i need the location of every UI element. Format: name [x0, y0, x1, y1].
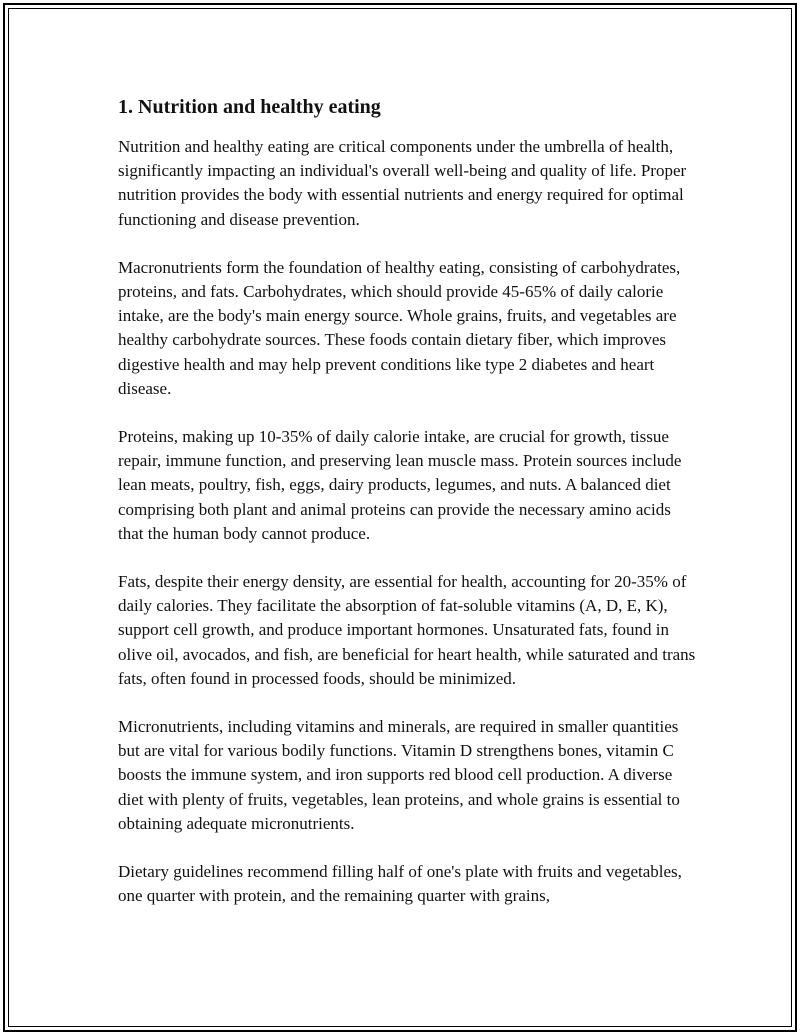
paragraph-micronutrients: Micronutrients, including vitamins and minerals, are required in smaller quantities but are vital for various bodily functions. Vitamin D strengthens bones, vitamin C boosts the immune system, and iron supports red blood cell production. A diverse diet with plenty of fruits, vegetables, lean proteins, and whole grains is essential to obtaining adequate micronutrients. — [118, 717, 680, 833]
paragraph-macronutrients: Macronutrients form the foundation of healthy eating, consisting of carbohydrates, proteins, and fats. Carbohydrates, which should provide 45-65% of daily calorie intake, are the body's main energy source. Whole grains, fruits, and vegetables are healthy carbohydrate sources. These foods contain dietary fiber, which improves digestive health and may help prevent conditions like type 2 diabetes and heart disease. — [118, 257, 681, 398]
paragraph-proteins: Proteins, making up 10-35% of daily calorie intake, are crucial for growth, tissue repair, immune function, and preserving lean muscle mass. Protein sources include lean meats, poultry, fish, eggs, dairy products, legumes, and nuts. A balanced diet comprising both plant and animal proteins can provide the necessary amino acids that the human body cannot produce. — [118, 427, 682, 543]
paragraph-intro: Nutrition and healthy eating are critical components under the umbrella of health, significantly impacting an individual's overall well-being and quality of life. Proper nutrition provides the body with essential nutrients and energy required for optimal functioning and disease prevention. — [118, 137, 687, 229]
document-body — [118, 93, 698, 932]
paragraph-dietary-guidelines: Dietary guidelines recommend filling half of one's plate with fruits and vegetables, one quarter with protein, and the remaining quarter with grains, — [118, 862, 682, 906]
section-heading: 1. Nutrition and healthy eating — [118, 96, 381, 118]
paragraph-fats: Fats, despite their energy density, are essential for health, accounting for 20-35% of daily calories. They facilitate the absorption of fat-soluble vitamins (A, D, E, K), support cell growth, and produce important hormones. Unsaturated fats, found in olive oil, avocados, and fish, are beneficial for heart health, while saturated and trans fats, often found in processed foods, should be minimized. — [118, 572, 696, 688]
